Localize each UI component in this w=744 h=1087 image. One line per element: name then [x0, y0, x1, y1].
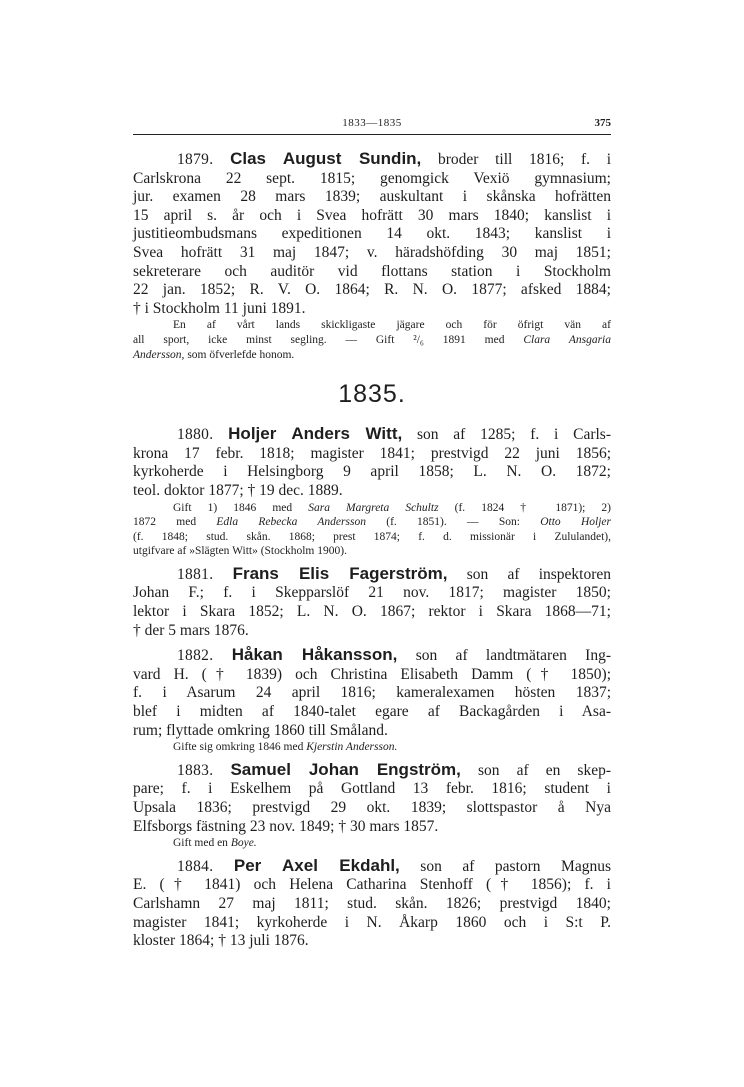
entry-text: Carlskrona 22 sept. 1815; genomgick Vexiö gymnasium;	[133, 169, 611, 187]
entry-number: 1881.	[177, 565, 214, 583]
entry-name: Håkan Håkansson,	[231, 645, 398, 665]
header-rule	[133, 134, 611, 135]
entry-text: Elfsborgs fästning 23 nov. 1849; † 30 mars 1857.	[133, 817, 439, 835]
note-text: Gift med en	[173, 837, 231, 850]
entry-text: Carlshamn 27 maj 1811; stud. skån. 1826; prestvigd 1840;	[133, 894, 611, 912]
running-header	[133, 117, 611, 131]
note-person-name: Andersson,	[133, 348, 185, 361]
entry-note-1882	[133, 740, 611, 755]
entry-text: kloster 1864; † 13 juli 1876.	[133, 932, 309, 950]
note-person-name: Edla Rebecka Andersson	[216, 516, 366, 529]
entry-text: son af inspektoren	[447, 565, 612, 583]
entry-text: justitieombudsmans expeditionen 14 okt. 1843; kanslist i	[133, 225, 611, 243]
entry-number: 1882.	[177, 647, 214, 665]
entry-text: kyrkoherde i Helsingborg 9 april 1858; L. N. O. 1872;	[133, 463, 611, 481]
entry-text: Svea hofrätt 31 maj 1847; v. häradshöfding 30 maj 1851;	[133, 243, 611, 261]
entry-text: Upsala 1836; prestvigd 29 okt. 1839; slottspastor å Nya	[133, 799, 611, 816]
note-text: 1872 med	[133, 516, 217, 529]
note-person-name: Kjerstin Andersson.	[306, 741, 398, 754]
year-heading: 1835.	[338, 380, 406, 409]
entry-text: jur. examen 28 mars 1839; auskultant i skånska hofrätten	[133, 188, 611, 206]
entry-note-1880	[133, 501, 611, 559]
entry-name: Holjer Anders Witt,	[228, 424, 403, 444]
entry-text: broder till 1816; f. i	[421, 151, 612, 168]
entry-text: krona 17 febr. 1818; magister 1841; prestvigd 22 juni 1856;	[133, 444, 611, 462]
note-text: En af vårt lands skickligaste jägare och för öfrigt vän af	[173, 319, 611, 332]
entry-note-1883	[133, 836, 611, 851]
entry-text: † der 5 mars 1876.	[133, 621, 249, 639]
note-text: som öfverlefde honom.	[184, 348, 295, 361]
note-text: Gifte sig omkring 1846 med	[173, 741, 307, 754]
entry-name: Per Axel Ekdahl,	[233, 855, 400, 875]
entry-number: 1879.	[177, 151, 214, 168]
entry-text: Johan F.; f. i Skepparslöf 21 nov. 1817; magister 1850;	[133, 584, 611, 602]
entry-text: teol. doktor 1877; † 19 dec. 1889.	[133, 481, 343, 499]
page-body	[133, 150, 611, 951]
entry-1882	[133, 646, 611, 740]
entry-text: 15 april s. år och i Svea hofrätt 30 mars 1840; kanslist i	[133, 206, 611, 224]
entry-text: pare; f. i Eskelhem på Gottland 13 febr. 1816; student i	[133, 780, 611, 798]
entry-text: rum; flyttade omkring 1860 till Småland.	[133, 721, 388, 739]
entry-number: 1884.	[177, 857, 214, 875]
note-text: Gift 1) 1846 med	[173, 501, 309, 514]
note-person-name: Sara Margreta Schultz	[308, 501, 439, 514]
entry-name: Clas August Sundin,	[230, 149, 422, 168]
header-years: 1833—1835	[342, 117, 402, 129]
note-person-name: Otto Holjer	[540, 516, 611, 529]
entry-text: vard H. († 1839) och Christina Elisabeth Damm († 1850);	[133, 665, 611, 683]
entry-note-1879	[133, 318, 611, 362]
entry-text: magister 1841; kyrkoherde i N. Åkarp 1860 och i S:t P.	[133, 913, 611, 931]
entry-text: † i Stockholm 11 juni 1891.	[133, 299, 306, 317]
entry-text: son af landtmätaren Ing-	[397, 647, 611, 665]
entry-text: son af 1285; f. i Carls-	[402, 426, 611, 444]
entry-1880	[133, 425, 611, 500]
entry-name: Samuel Johan Engström,	[230, 759, 461, 779]
entry-1883	[133, 761, 611, 836]
note-text: (f. 1851). — Son:	[365, 516, 541, 529]
note-text: (f. 1848; stud. skån. 1868; prest 1874; f. d. missionär i Zululandet),	[133, 530, 611, 543]
entry-text: E. († 1841) och Helena Catharina Stenhoff († 1856); f. i	[133, 876, 611, 894]
note-text: all sport, icke minst segling. — Gift ²/₆ 1891 med	[133, 333, 524, 346]
note-person-name: Clara Ansgaria	[523, 333, 611, 346]
note-text: utgifvare af »Slägten Witt» (Stockholm 1900).	[133, 545, 347, 558]
entry-text: lektor i Skara 1852; L. N. O. 1867; rektor i Skara 1868—71;	[133, 603, 611, 621]
entry-text: sekreterare och auditör vid flottans station i Stockholm	[133, 262, 611, 280]
entry-text: son af en skep-	[460, 761, 611, 779]
note-person-name: Boye.	[230, 837, 257, 850]
entry-text: son af pastorn Magnus	[399, 857, 611, 875]
entry-text: blef i midten af 1840-talet egare af Backagården i Asa-	[133, 703, 611, 721]
entry-text: 22 jan. 1852; R. V. O. 1864; R. N. O. 1877; afsked 1884;	[133, 281, 611, 299]
page-number: 375	[594, 117, 611, 129]
entry-1884	[133, 857, 611, 951]
entry-1879	[133, 150, 611, 318]
entry-name: Frans Elis Fagerström,	[232, 563, 448, 583]
entry-text: f. i Asarum 24 april 1816; kameralexamen hösten 1837;	[133, 684, 611, 702]
entry-1881	[133, 565, 611, 640]
entry-number: 1880.	[177, 426, 214, 444]
entry-number: 1883.	[177, 761, 214, 779]
note-text: (f. 1824 † 1871); 2)	[438, 501, 612, 514]
